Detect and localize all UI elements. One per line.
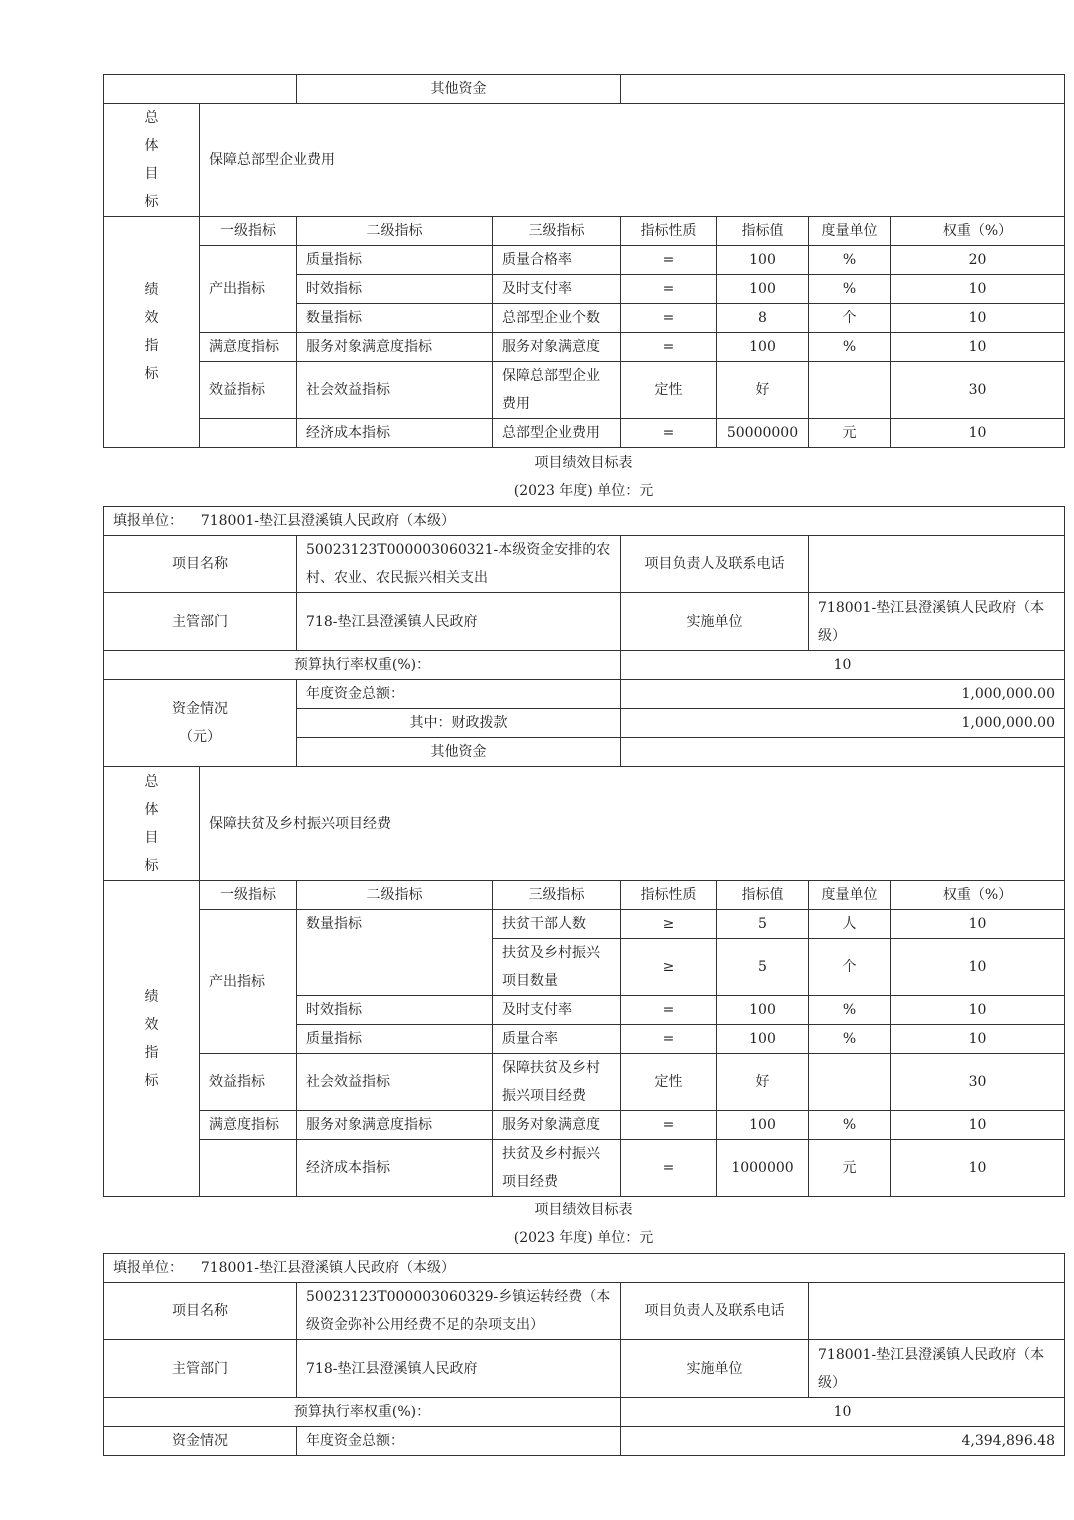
level3-cell: 质量合率 — [493, 1025, 621, 1054]
table-subtitle: (2023 年度) 单位：元 — [513, 1230, 654, 1246]
contact-value — [809, 1283, 1065, 1340]
level2-cell: 质量指标 — [297, 246, 493, 275]
level2-cell: 服务对象满意度指标 — [297, 1111, 493, 1140]
contact-value — [809, 536, 1065, 593]
header-level1: 一级指标 — [200, 217, 297, 246]
header-weight: 权重（%） — [891, 881, 1065, 910]
table-row — [104, 1054, 1065, 1111]
header-level3: 三级指标 — [493, 217, 621, 246]
level1-cell — [200, 1140, 297, 1197]
header-level3: 三级指标 — [493, 881, 621, 910]
level3-cell: 扶贫及乡村振兴项目经费 — [493, 1140, 621, 1197]
budget-weight-label: 预算执行率权重(%)： — [104, 1398, 621, 1427]
weight-cell: 10 — [891, 275, 1065, 304]
department-label: 主管部门 — [104, 593, 297, 651]
value-cell: 1000000 — [717, 1140, 809, 1197]
funds-label: 资金情况 — [104, 1427, 297, 1456]
unit-cell: 人 — [809, 910, 891, 939]
nature-cell: ≥ — [621, 939, 717, 996]
value-cell: 好 — [717, 1054, 809, 1111]
value-cell: 100 — [717, 1025, 809, 1054]
level3-cell: 质量合格率 — [493, 246, 621, 275]
level3-cell: 服务对象满意度 — [493, 1111, 621, 1140]
level1-cell: 满意度指标 — [200, 333, 297, 362]
level2-cell: 时效指标 — [297, 275, 493, 304]
unit-cell: % — [809, 1111, 891, 1140]
level2-cell: 社会效益指标 — [297, 362, 493, 419]
header-unit: 度量单位 — [809, 881, 891, 910]
table-title: 项目绩效目标表 — [534, 1202, 633, 1218]
nature-cell: = — [621, 333, 717, 362]
level2-cell: 经济成本指标 — [297, 419, 493, 448]
unit-cell: 个 — [809, 304, 891, 333]
empty-cell — [104, 75, 297, 104]
header-nature: 指标性质 — [621, 217, 717, 246]
value-cell: 5 — [717, 910, 809, 939]
level3-cell: 总部型企业个数 — [493, 304, 621, 333]
project-name-label: 项目名称 — [104, 536, 297, 593]
value-cell: 8 — [717, 304, 809, 333]
performance-indicator-label: 绩 效 指 标 — [104, 217, 200, 448]
weight-cell: 10 — [891, 939, 1065, 996]
fiscal-value: 1,000,000.00 — [621, 709, 1065, 738]
table-row — [104, 1111, 1065, 1140]
other-funds-label: 其他资金 — [297, 75, 621, 104]
weight-cell: 30 — [891, 362, 1065, 419]
budget-weight-value: 10 — [621, 651, 1065, 680]
implementing-unit-value: 718001-垫江县澄溪镇人民政府（本级） — [809, 1340, 1065, 1398]
overall-goal-label: 总 体 目 标 — [104, 767, 200, 881]
value-cell: 100 — [717, 333, 809, 362]
unit-cell: % — [809, 275, 891, 304]
level2-cell: 经济成本指标 — [297, 1140, 493, 1197]
level3-cell: 总部型企业费用 — [493, 419, 621, 448]
unit-cell: 元 — [809, 419, 891, 448]
table-row — [104, 419, 1065, 448]
budget-weight-value: 10 — [621, 1398, 1065, 1427]
weight-cell: 30 — [891, 1054, 1065, 1111]
nature-cell: = — [621, 1025, 717, 1054]
header-level2: 二级指标 — [297, 217, 493, 246]
other-funds-value — [621, 75, 1065, 104]
overall-goal-text: 保障总部型企业费用 — [200, 104, 1065, 217]
nature-cell: = — [621, 304, 717, 333]
annual-total-value: 4,394,896.48 — [621, 1427, 1065, 1456]
header-level2: 二级指标 — [297, 881, 493, 910]
nature-cell: = — [621, 419, 717, 448]
value-cell: 好 — [717, 362, 809, 419]
nature-cell: = — [621, 246, 717, 275]
value-cell: 100 — [717, 275, 809, 304]
level2-cell: 质量指标 — [297, 1025, 493, 1054]
level3-cell: 扶贫及乡村振兴项目数量 — [493, 939, 621, 996]
budget-weight-label: 预算执行率权重(%)： — [104, 651, 621, 680]
value-cell: 100 — [717, 246, 809, 275]
level1-cell: 效益指标 — [200, 362, 297, 419]
performance-indicator-label: 绩 效 指 标 — [104, 881, 200, 1197]
table-row — [104, 1140, 1065, 1197]
level2-cell: 社会效益指标 — [297, 1054, 493, 1111]
unit-cell — [809, 362, 891, 419]
annual-total-label: 年度资金总额： — [297, 680, 621, 709]
header-unit: 度量单位 — [809, 217, 891, 246]
table-title: 项目绩效目标表 — [534, 455, 633, 471]
level3-cell: 及时支付率 — [493, 275, 621, 304]
level3-cell: 服务对象满意度 — [493, 333, 621, 362]
level3-cell: 扶贫干部人数 — [493, 910, 621, 939]
nature-cell: 定性 — [621, 362, 717, 419]
level2-cell: 服务对象满意度指标 — [297, 333, 493, 362]
header-nature: 指标性质 — [621, 881, 717, 910]
unit-cell: % — [809, 333, 891, 362]
unit-cell: % — [809, 996, 891, 1025]
fiscal-label: 其中：财政拨款 — [297, 709, 621, 738]
level1-cell: 满意度指标 — [200, 1111, 297, 1140]
implementing-unit-value: 718001-垫江县澄溪镇人民政府（本级） — [809, 593, 1065, 651]
table-row — [104, 910, 1065, 939]
department-value: 718-垫江县澄溪镇人民政府 — [297, 593, 621, 651]
header-value: 指标值 — [717, 881, 809, 910]
weight-cell: 10 — [891, 1025, 1065, 1054]
project-name-label: 项目名称 — [104, 1283, 297, 1340]
nature-cell: ≥ — [621, 910, 717, 939]
weight-cell: 10 — [891, 333, 1065, 362]
table-row — [104, 333, 1065, 362]
value-cell: 5 — [717, 939, 809, 996]
project-name-value: 50023123T000003060329-乡镇运转经费（本级资金弥补公用经费不足的杂项支出） — [297, 1283, 621, 1340]
performance-table-2 — [103, 1253, 1065, 1456]
unit-cell: % — [809, 1025, 891, 1054]
unit-cell: % — [809, 246, 891, 275]
level1-cell: 效益指标 — [200, 1054, 297, 1111]
value-cell: 50000000 — [717, 419, 809, 448]
nature-cell: = — [621, 275, 717, 304]
implementing-unit-label: 实施单位 — [621, 593, 809, 651]
performance-table-0 — [103, 74, 1065, 448]
nature-cell: = — [621, 1140, 717, 1197]
unit-cell: 个 — [809, 939, 891, 996]
contact-label: 项目负责人及联系电话 — [621, 536, 809, 593]
level1-cell: 产出指标 — [200, 910, 297, 1054]
level2-cell: 时效指标 — [297, 996, 493, 1025]
table-subtitle: (2023 年度) 单位：元 — [513, 483, 654, 499]
value-cell: 100 — [717, 1111, 809, 1140]
level2-cell: 数量指标 — [297, 910, 493, 996]
implementing-unit-label: 实施单位 — [621, 1340, 809, 1398]
project-name-value: 50023123T000003060321-本级资金安排的农村、农业、农民振兴相关支出 — [297, 536, 621, 593]
other-funds-value — [621, 738, 1065, 767]
header-value: 指标值 — [717, 217, 809, 246]
nature-cell: 定性 — [621, 1054, 717, 1111]
weight-cell: 10 — [891, 419, 1065, 448]
weight-cell: 10 — [891, 1111, 1065, 1140]
level2-cell: 数量指标 — [297, 304, 493, 333]
table-row — [104, 362, 1065, 419]
overall-goal-text: 保障扶贫及乡村振兴项目经费 — [200, 767, 1065, 881]
level3-cell: 保障扶贫及乡村振兴项目经费 — [493, 1054, 621, 1111]
level1-cell: 产出指标 — [200, 246, 297, 333]
weight-cell: 20 — [891, 246, 1065, 275]
nature-cell: = — [621, 1111, 717, 1140]
weight-cell: 10 — [891, 996, 1065, 1025]
nature-cell: = — [621, 996, 717, 1025]
unit-cell: 元 — [809, 1140, 891, 1197]
other-funds-label: 其他资金 — [297, 738, 621, 767]
performance-table-1 — [103, 506, 1065, 1197]
overall-goal-label: 总 体 目 标 — [104, 104, 200, 217]
value-cell: 100 — [717, 996, 809, 1025]
header-weight: 权重（%） — [891, 217, 1065, 246]
level3-cell: 保障总部型企业费用 — [493, 362, 621, 419]
level1-cell — [200, 419, 297, 448]
weight-cell: 10 — [891, 910, 1065, 939]
annual-total-label: 年度资金总额： — [297, 1427, 621, 1456]
level3-cell: 及时支付率 — [493, 996, 621, 1025]
funds-label: 资金情况 （元） — [104, 680, 297, 767]
table-row — [104, 246, 1065, 275]
header-level1: 一级指标 — [200, 881, 297, 910]
weight-cell: 10 — [891, 304, 1065, 333]
annual-total-value: 1,000,000.00 — [621, 680, 1065, 709]
department-value: 718-垫江县澄溪镇人民政府 — [297, 1340, 621, 1398]
weight-cell: 10 — [891, 1140, 1065, 1197]
filler-unit: 填报单位： 718001-垫江县澄溪镇人民政府（本级） — [104, 1254, 1065, 1283]
filler-unit: 填报单位： 718001-垫江县澄溪镇人民政府（本级） — [104, 507, 1065, 536]
unit-cell — [809, 1054, 891, 1111]
department-label: 主管部门 — [104, 1340, 297, 1398]
contact-label: 项目负责人及联系电话 — [621, 1283, 809, 1340]
